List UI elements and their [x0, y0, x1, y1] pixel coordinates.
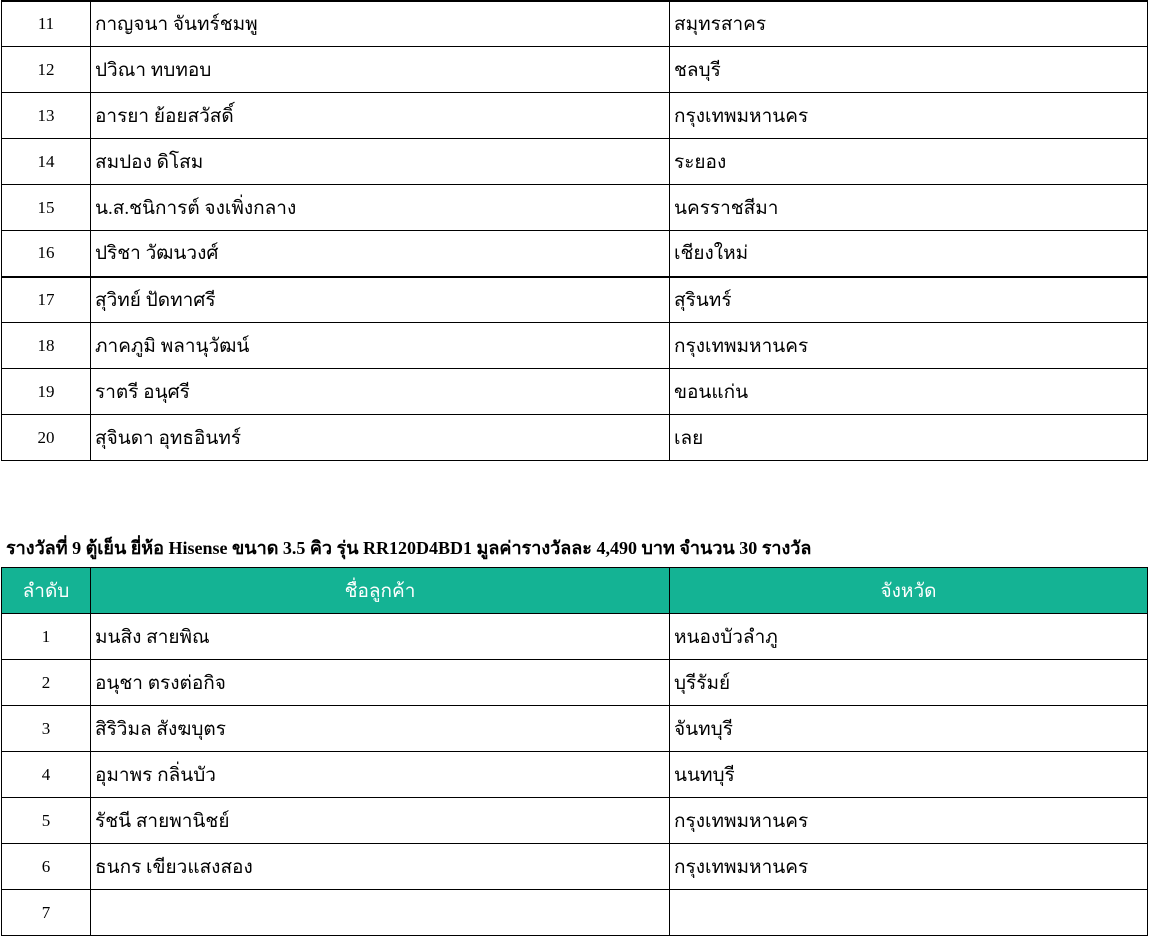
- customer-name: อารยา ย้อยสวัสดิ์: [91, 93, 670, 139]
- row-number: 13: [2, 93, 91, 139]
- customer-name: รัชนี สายพานิชย์: [91, 798, 670, 844]
- row-number: 12: [2, 47, 91, 93]
- table-row: [2, 844, 1148, 890]
- province: กรุงเทพมหานคร: [670, 323, 1148, 369]
- customer-name: อนุชา ตรงต่อกิจ: [91, 660, 670, 706]
- province: เลย: [670, 415, 1148, 461]
- row-number: 4: [2, 752, 91, 798]
- province: นนทบุรี: [670, 752, 1148, 798]
- header-province: จังหวัด: [670, 568, 1148, 614]
- province: กรุงเทพมหานคร: [670, 93, 1148, 139]
- province: บุรีรัมย์: [670, 660, 1148, 706]
- row-number: 18: [2, 323, 91, 369]
- table-row: [2, 47, 1148, 93]
- province: สุรินทร์: [670, 277, 1148, 323]
- row-number: 1: [2, 614, 91, 660]
- table-row: [2, 706, 1148, 752]
- customer-name: ปวิณา ทบทอบ: [91, 47, 670, 93]
- customer-name: สมปอง ดิโสม: [91, 139, 670, 185]
- header-customer-name: ชื่อลูกค้า: [91, 568, 670, 614]
- customer-name: ราตรี อนุศรี: [91, 369, 670, 415]
- customer-name: [91, 890, 670, 936]
- row-number: 5: [2, 798, 91, 844]
- table-row: [2, 890, 1148, 936]
- table-row: [2, 752, 1148, 798]
- table-row: [2, 93, 1148, 139]
- customer-name: อุมาพร กลิ่นบัว: [91, 752, 670, 798]
- row-number: 16: [2, 231, 91, 277]
- province: หนองบัวลำภู: [670, 614, 1148, 660]
- row-number: 3: [2, 706, 91, 752]
- customer-name: น.ส.ชนิการต์ จงเพิ่งกลาง: [91, 185, 670, 231]
- customer-name: มนสิง สายพิณ: [91, 614, 670, 660]
- province: [670, 890, 1148, 936]
- table-row: [2, 415, 1148, 461]
- winners-table-prize-8: [1, 0, 1148, 461]
- prize-9-heading: รางวัลที่ 9 ตู้เย็น ยี่ห้อ Hisense ขนาด 3.5 คิว รุ่น RR120D4BD1 มูลค่ารางวัลละ 4,490 บาท จำนวน 30 รางวัล: [6, 538, 812, 558]
- row-number: 2: [2, 660, 91, 706]
- row-number: 11: [2, 1, 91, 47]
- table-row: [2, 231, 1148, 277]
- table-row: [2, 277, 1148, 323]
- province: ชลบุรี: [670, 47, 1148, 93]
- table-row: [2, 323, 1148, 369]
- customer-name: ธนกร เขียวแสงสอง: [91, 844, 670, 890]
- customer-name: ภาคภูมิ พลานุวัฒน์: [91, 323, 670, 369]
- table-row: [2, 660, 1148, 706]
- customer-name: สิริวิมล สังฆบุตร: [91, 706, 670, 752]
- province: สมุทรสาคร: [670, 1, 1148, 47]
- row-number: 14: [2, 139, 91, 185]
- customer-name: กาญจนา จันทร์ชมพู: [91, 1, 670, 47]
- province: กรุงเทพมหานคร: [670, 798, 1148, 844]
- table-row: [2, 1, 1148, 47]
- table-row: [2, 798, 1148, 844]
- table-row: [2, 369, 1148, 415]
- table-row: [2, 614, 1148, 660]
- province: นครราชสีมา: [670, 185, 1148, 231]
- row-number: 6: [2, 844, 91, 890]
- province: จันทบุรี: [670, 706, 1148, 752]
- table-row: [2, 185, 1148, 231]
- customer-name: ปริชา วัฒนวงศ์: [91, 231, 670, 277]
- row-number: 20: [2, 415, 91, 461]
- row-number: 19: [2, 369, 91, 415]
- customer-name: สุวิทย์ ปัดทาศรี: [91, 277, 670, 323]
- province: เชียงใหม่: [670, 231, 1148, 277]
- table-header-row: [2, 568, 1148, 614]
- winners-table-prize-9: [1, 567, 1148, 936]
- table-row: [2, 139, 1148, 185]
- province: กรุงเทพมหานคร: [670, 844, 1148, 890]
- row-number: 15: [2, 185, 91, 231]
- header-number: ลำดับ: [2, 568, 91, 614]
- province: ระยอง: [670, 139, 1148, 185]
- row-number: 17: [2, 277, 91, 323]
- row-number: 7: [2, 890, 91, 936]
- province: ขอนแก่น: [670, 369, 1148, 415]
- customer-name: สุจินดา อุทธอินทร์: [91, 415, 670, 461]
